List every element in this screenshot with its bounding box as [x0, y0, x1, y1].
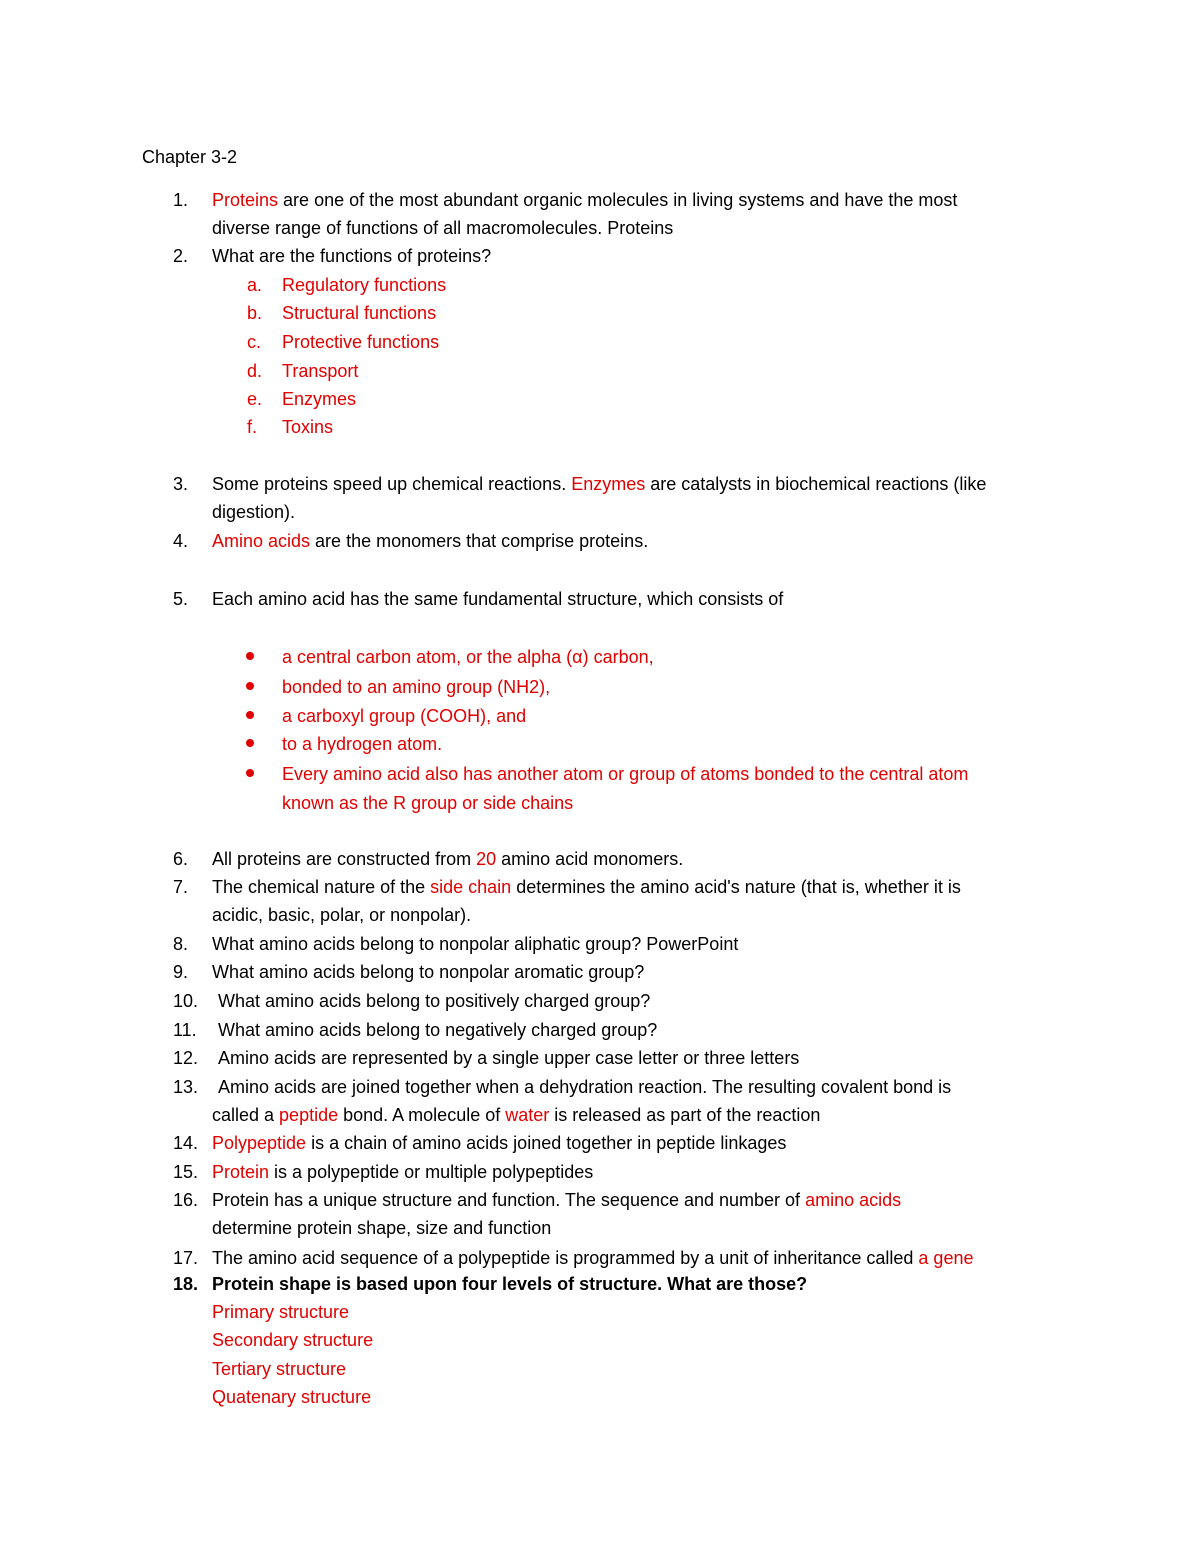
answer-enzymes: Enzymes — [571, 474, 646, 494]
item-15-text: is a polypeptide or multiple polypeptides — [269, 1162, 594, 1182]
item-6-text-cont: amino acid monomers. — [496, 849, 684, 869]
item-2-question: What are the functions of proteins? — [212, 246, 492, 266]
item-9-question: What amino acids belong to nonpolar aromatic group? — [212, 962, 645, 982]
answer-quatenary-structure: Quatenary structure — [212, 1387, 372, 1407]
answer-protein: Protein — [212, 1162, 270, 1182]
item-number-13: 13. — [173, 1077, 199, 1097]
chapter-title: Chapter 3-2 — [142, 147, 238, 167]
item-number-9: 9. — [173, 962, 189, 982]
structure-r-group-cont: known as the R group or side chains — [282, 793, 574, 813]
item-14-line — [212, 1129, 786, 1157]
answer-polypeptide: Polypeptide — [212, 1133, 307, 1153]
item-7-line-2: acidic, basic, polar, or nonpolar). — [212, 905, 472, 925]
answer-amino-acids-16: amino acids — [805, 1190, 902, 1210]
structure-hydrogen-atom: to a hydrogen atom. — [282, 734, 443, 754]
item-16-line-1 — [212, 1186, 901, 1214]
item-3-text-cont: are catalysts in biochemical reactions (like — [645, 474, 987, 494]
item-13-text-cont: bond. A molecule of — [338, 1105, 506, 1125]
bullet-dot — [246, 739, 254, 747]
answer-water: water — [505, 1105, 550, 1125]
item-13-line-2 — [212, 1101, 820, 1129]
item-10-question: What amino acids belong to positively charged group? — [218, 991, 651, 1011]
item-number-7: 7. — [173, 877, 189, 897]
item-5-question: Each amino acid has the same fundamental structure, which consists of — [212, 589, 784, 609]
item-13-line-1: Amino acids are joined together when a dehydration reaction. The resulting covalent bond is — [218, 1077, 952, 1097]
sub-letter-e: e. — [247, 389, 263, 409]
structure-amino-group: bonded to an amino group (NH2), — [282, 677, 551, 697]
function-structural: Structural functions — [282, 303, 437, 323]
item-number-16: 16. — [173, 1190, 199, 1210]
function-regulatory: Regulatory functions — [282, 275, 447, 295]
item-18-question: Protein shape is based upon four levels of structure. What are those? — [212, 1274, 808, 1294]
item-number-17: 17. — [173, 1248, 199, 1268]
item-8-question: What amino acids belong to nonpolar aliphatic group? PowerPoint — [212, 934, 739, 954]
item-12-text: Amino acids are represented by a single upper case letter or three letters — [218, 1048, 800, 1068]
item-17-line — [212, 1244, 973, 1272]
item-6-line — [212, 845, 683, 873]
sub-letter-f: f. — [247, 417, 258, 437]
item-1-line-2: diverse range of functions of all macromolecules. Proteins — [212, 218, 674, 238]
answer-tertiary-structure: Tertiary structure — [212, 1359, 347, 1379]
item-number-11: 11. — [173, 1020, 197, 1040]
bullet-dot — [246, 769, 254, 777]
answer-amino-acids: Amino acids — [212, 531, 311, 551]
function-transport: Transport — [282, 361, 359, 381]
item-number-8: 8. — [173, 934, 189, 954]
answer-gene: a gene — [918, 1248, 974, 1268]
item-11-question: What amino acids belong to negatively charged group? — [218, 1020, 658, 1040]
bullet-dot — [246, 652, 254, 660]
item-7-text: The chemical nature of the — [212, 877, 431, 897]
item-7-text-cont: determines the amino acid's nature (that is, whether it is — [511, 877, 961, 897]
item-number-2: 2. — [173, 246, 189, 266]
item-number-10: 10. — [173, 991, 199, 1011]
item-7-line-1 — [212, 873, 961, 901]
item-14-text: is a chain of amino acids joined together in peptide linkages — [306, 1133, 787, 1153]
item-number-3: 3. — [173, 474, 189, 494]
answer-primary-structure: Primary structure — [212, 1302, 350, 1322]
item-1-text: are one of the most abundant organic molecules in living systems and have the most — [278, 190, 958, 210]
sub-letter-a: a. — [247, 275, 263, 295]
item-3-line-1 — [212, 470, 986, 498]
item-number-6: 6. — [173, 849, 189, 869]
item-number-18: 18. — [173, 1274, 199, 1294]
sub-letter-c: c. — [247, 332, 262, 352]
item-number-1: 1. — [173, 190, 189, 210]
item-13-text-end: is released as part of the reaction — [549, 1105, 821, 1125]
item-6-text: All proteins are constructed from — [212, 849, 477, 869]
answer-peptide: peptide — [279, 1105, 339, 1125]
answer-secondary-structure: Secondary structure — [212, 1330, 374, 1350]
item-3-text: Some proteins speed up chemical reactions. — [212, 474, 572, 494]
function-protective: Protective functions — [282, 332, 440, 352]
item-4-text: are the monomers that comprise proteins. — [310, 531, 649, 551]
structure-r-group: Every amino acid also has another atom or group of atoms bonded to the central atom — [282, 764, 969, 784]
function-enzymes: Enzymes — [282, 389, 357, 409]
structure-carboxyl-group: a carboxyl group (COOH), and — [282, 706, 527, 726]
item-number-15: 15. — [173, 1162, 199, 1182]
item-16-text: Protein has a unique structure and function. The sequence and number of — [212, 1190, 806, 1210]
item-15-line — [212, 1158, 593, 1186]
item-1-line-1 — [212, 186, 957, 214]
answer-side-chain: side chain — [430, 877, 512, 897]
item-number-12: 12. — [173, 1048, 199, 1068]
answer-proteins: Proteins — [212, 190, 279, 210]
item-4-line — [212, 527, 648, 555]
answer-20: 20 — [476, 849, 497, 869]
item-number-4: 4. — [173, 531, 189, 551]
item-number-5: 5. — [173, 589, 189, 609]
structure-central-carbon: a central carbon atom, or the alpha (α) carbon, — [282, 647, 654, 667]
item-number-14: 14. — [173, 1133, 199, 1153]
item-3-line-2: digestion). — [212, 502, 296, 522]
item-17-text: The amino acid sequence of a polypeptide is programmed by a unit of inheritance called — [212, 1248, 919, 1268]
sub-letter-d: d. — [247, 361, 263, 381]
sub-letter-b: b. — [247, 303, 263, 323]
bullet-dot — [246, 711, 254, 719]
bullet-dot — [246, 682, 254, 690]
item-16-line-2: determine protein shape, size and function — [212, 1218, 552, 1238]
item-13-text: called a — [212, 1105, 280, 1125]
function-toxins: Toxins — [282, 417, 334, 437]
